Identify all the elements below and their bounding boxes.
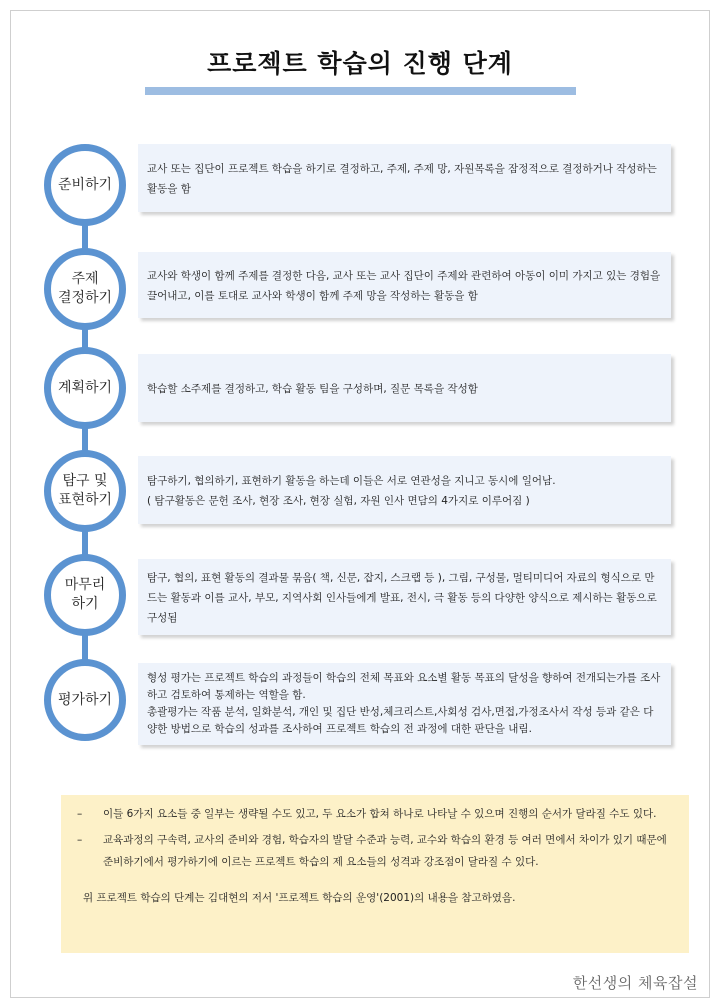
footer-signature: 한선생의 체육잡설 — [572, 974, 698, 992]
note-text: 교육과정의 구속력, 교사의 준비와 경험, 학습자의 발달 수준과 능력, 교수와 학습의 환경 등 여러 면에서 차이가 있기 때문에 준비하기에서 평가하기에 이르는 프로젝트 학습의 제 요소들의 성격과 강조점이 달라질 수 있다. — [103, 834, 667, 868]
step-label: 준비하기 — [57, 176, 113, 193]
step-circle-prepare — [44, 144, 126, 226]
step-box-evaluate — [138, 663, 671, 745]
step-circle-topic — [44, 248, 126, 330]
note-reference: 위 프로젝트 학습의 단계는 김대현의 저서 '프로젝트 학습의 운영'(2001)의 내용을 참고하였음. — [83, 892, 516, 904]
step-box-prepare — [138, 144, 671, 212]
step-description: 탐구, 협의, 표현 활동의 결과물 묶음( 책, 신문, 잡지, 스크랩 등 ), 그림, 구성물, 멀티미디어 자료의 형식으로 만드는 활동과 이를 교사, 부모, 지역사회 인사들에게 발표, 전시, 극 활동 등의 다양한 양식으로 제시하는 활동으로 구성됨 — [147, 572, 657, 624]
step-label: 탐구 및 표현하기 — [57, 473, 113, 508]
step-circle-plan — [44, 347, 126, 429]
note-item — [73, 803, 675, 825]
step-label: 평가하기 — [57, 691, 113, 708]
note-dash: – — [77, 808, 83, 820]
notes-box — [61, 795, 689, 953]
step-description: 교사와 학생이 함께 주제를 결정한 다음, 교사 또는 교사 집단이 주제와 관련하여 아동이 이미 가지고 있는 경험을 끌어내고, 이를 토대로 교사와 학생이 함께 주제 망을 작성하는 활동을 함 — [147, 270, 661, 302]
step-label: 주제 결정하기 — [57, 271, 113, 306]
note-text: 이들 6가지 요소들 중 일부는 생략될 수도 있고, 두 요소가 합쳐 하나로 나타날 수 있으며 진행의 순서가 달라질 수도 있다. — [103, 808, 657, 820]
step-circle-evaluate — [44, 659, 126, 741]
note-item — [73, 829, 675, 873]
step-description-note: ( 탐구활동은 문헌 조사, 현장 조사, 현장 실험, 자원 인사 면담의 4가지로 이루어짐 ) — [147, 495, 530, 507]
step-description: 총괄평가는 작품 분석, 일화분석, 개인 및 집단 반성,체크리스트,사회성 검사,면접,가정조사서 작성 등과 같은 다양한 방법으로 학습의 성과를 조사하여 프로젝트 학습의 전 과정에 대한 판단을 내림. — [147, 706, 654, 735]
step-description: 형성 평가는 프로젝트 학습의 과정들이 학습의 전체 목표와 요소별 활동 목표의 달성을 향하여 전개되는가를 조사하고 검토하여 통제하는 역할을 함. — [147, 672, 661, 701]
step-box-topic — [138, 252, 671, 318]
note-dash: – — [77, 834, 83, 846]
step-box-explore — [138, 456, 671, 524]
step-box-plan — [138, 354, 671, 422]
title-underline — [145, 87, 576, 95]
page-title: 프로젝트 학습의 진행 단계 — [207, 49, 513, 78]
step-circle-wrapup — [44, 554, 126, 636]
step-description: 탐구하기, 협의하기, 표현하기 활동을 하는데 이들은 서로 연관성을 지니고 동시에 일어남. — [147, 475, 556, 487]
step-circle-explore — [44, 450, 126, 532]
step-description: 학습할 소주제를 결정하고, 학습 활동 팀을 구성하며, 질문 목록을 작성함 — [147, 383, 478, 395]
step-label: 계획하기 — [57, 379, 113, 396]
step-label: 마무리 하기 — [64, 577, 106, 612]
step-description: 교사 또는 집단이 프로젝트 학습을 하기로 결정하고, 주제, 주제 망, 자원목록을 잠정적으로 결정하거나 작성하는 활동을 함 — [147, 163, 657, 195]
step-box-wrapup — [138, 559, 671, 635]
